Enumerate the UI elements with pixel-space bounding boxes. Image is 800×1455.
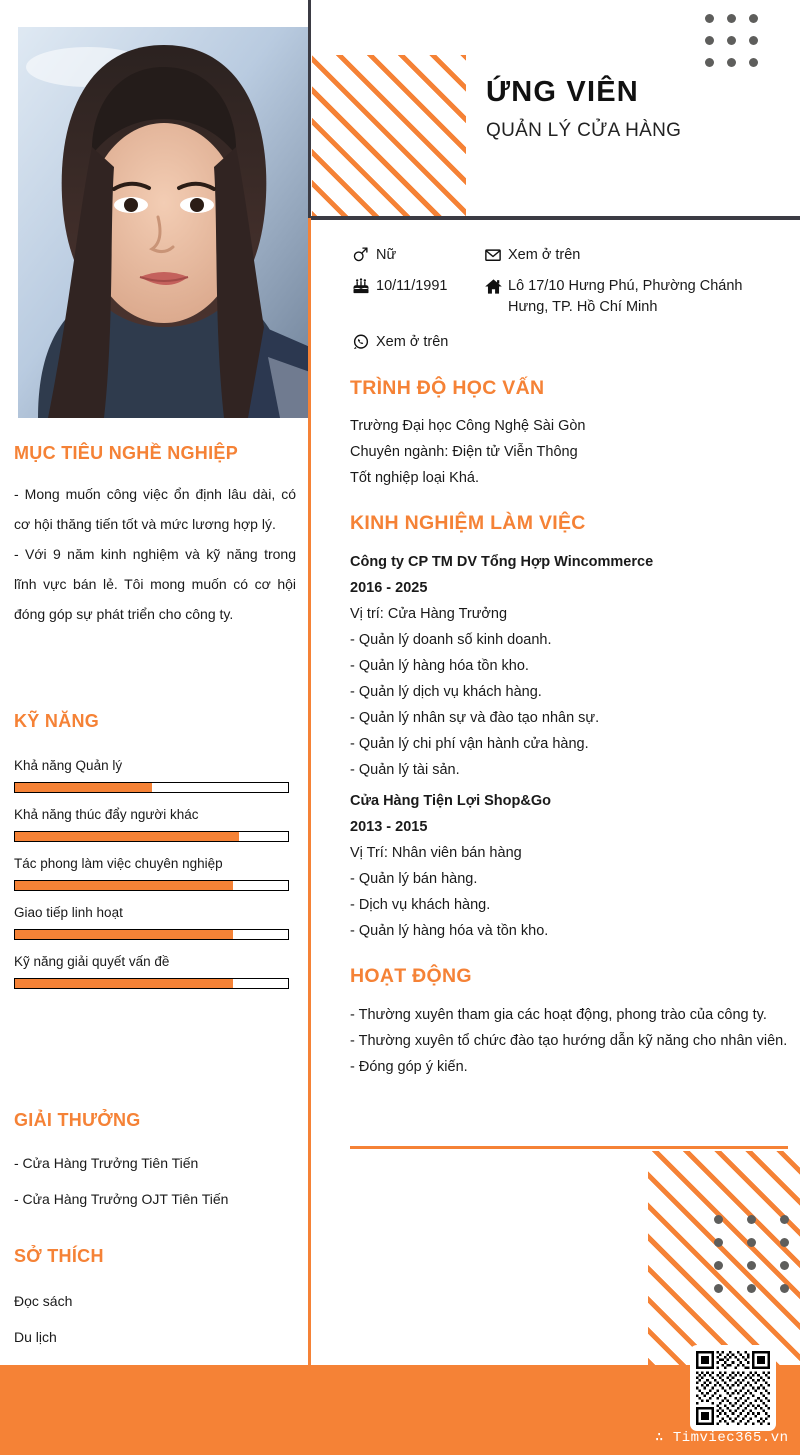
job-duty: - Quản lý bán hàng. xyxy=(350,871,478,887)
dot xyxy=(780,1284,789,1293)
job-duty: - Quản lý doanh số kinh doanh. xyxy=(350,632,552,648)
experience-job xyxy=(350,549,788,783)
objective-paragraph: - Với 9 năm kinh nghiệm và kỹ năng trong lĩnh vực bán lẻ. Tôi mong muốn có cơ hội đóng góp sự phát triển cho công ty. xyxy=(14,546,296,622)
experience-title: KINH NGHIỆM LÀM VIỆC xyxy=(350,512,586,534)
interest-item: Đọc sách xyxy=(14,1293,73,1309)
education-section xyxy=(350,377,788,491)
cake-icon xyxy=(352,276,376,295)
skills-section xyxy=(14,711,296,1003)
award-item: - Cửa Hàng Trưởng OJT Tiên Tiến xyxy=(14,1191,229,1207)
education-line: Chuyên ngành: Điện tử Viễn Thông xyxy=(350,444,578,460)
job-duty: - Quản lý tài sản. xyxy=(350,762,460,778)
award-item: - Cửa Hàng Trưởng Tiên Tiến xyxy=(14,1155,199,1171)
skill-label: Kỹ năng giải quyết vấn đề xyxy=(14,954,170,969)
dot xyxy=(714,1261,723,1270)
experience-section xyxy=(350,512,788,944)
contact-row xyxy=(352,245,782,266)
address-value: Lô 17/10 Hưng Phú, Phường Chánh Hưng, TP. Hồ Chí Minh xyxy=(508,278,743,316)
dot xyxy=(747,1261,756,1270)
skill-bar-fill xyxy=(15,979,233,988)
education-title: TRÌNH ĐỘ HỌC VẤN xyxy=(350,377,545,399)
dot xyxy=(749,36,758,45)
job-duty: - Quản lý hàng hóa và tồn kho. xyxy=(350,923,549,939)
job-position: Vị Trí: Nhân viên bán hàng xyxy=(350,845,522,861)
contact-row xyxy=(352,332,782,353)
contact-spacer xyxy=(484,332,782,353)
candidate-photo xyxy=(18,27,310,418)
dot xyxy=(747,1284,756,1293)
header-divider xyxy=(311,216,800,220)
education-line: Tốt nghiệp loại Khá. xyxy=(350,470,479,486)
objective-section xyxy=(14,443,296,629)
envelope-icon xyxy=(484,245,508,264)
job-company: Cửa Hàng Tiện Lợi Shop&Go xyxy=(350,793,551,809)
skills-title: KỸ NĂNG xyxy=(14,711,100,731)
page-subtitle: QUẢN LÝ CỬA HÀNG xyxy=(486,120,682,141)
skill-bar xyxy=(14,831,289,842)
dot xyxy=(780,1261,789,1270)
dot xyxy=(727,36,736,45)
skill-item xyxy=(14,758,296,793)
skill-bar xyxy=(14,929,289,940)
activity-line: - Đóng góp ý kiến. xyxy=(350,1059,468,1075)
skill-item xyxy=(14,954,296,989)
qr-code-icon[interactable] xyxy=(690,1345,776,1431)
gender-icon xyxy=(352,245,376,263)
skill-bar-fill xyxy=(15,783,152,792)
skill-label: Tác phong làm việc chuyên nghiệp xyxy=(14,856,223,871)
dot xyxy=(727,58,736,67)
dot xyxy=(705,36,714,45)
activities-title: HOẠT ĐỘNG xyxy=(350,965,472,987)
dot xyxy=(749,14,758,23)
dot xyxy=(714,1284,723,1293)
gender-value: Nữ xyxy=(376,247,397,263)
skill-label: Giao tiếp linh hoạt xyxy=(14,905,123,920)
page-title: ỨNG VIÊN xyxy=(486,76,639,108)
skill-bar-fill xyxy=(15,930,233,939)
dot xyxy=(780,1215,789,1224)
skill-bar-fill xyxy=(15,881,233,890)
skill-item xyxy=(14,807,296,842)
job-period: 2016 - 2025 xyxy=(350,580,428,596)
birthday-value: 10/11/1991 xyxy=(376,278,448,295)
awards-section xyxy=(14,1110,296,1211)
skill-bar-fill xyxy=(15,832,239,841)
skill-item xyxy=(14,905,296,940)
contact-row xyxy=(352,276,782,318)
contact-address xyxy=(484,276,782,318)
interest-item: Du lịch xyxy=(14,1329,57,1345)
skill-bar xyxy=(14,978,289,989)
awards-title: GIẢI THƯỞNG xyxy=(14,1110,141,1130)
header-stripe-decoration xyxy=(312,55,466,218)
activity-line: - Thường xuyên tổ chức đào tạo hướng dẫn kỹ năng cho nhân viên. xyxy=(350,1033,788,1049)
skill-bar xyxy=(14,782,289,793)
top-right-dot-grid xyxy=(705,14,758,67)
dot xyxy=(780,1238,789,1247)
phone-icon xyxy=(352,332,376,351)
email-value: Xem ở trên xyxy=(508,247,581,263)
contact-block xyxy=(352,245,782,363)
job-duty: - Quản lý chi phí vận hành cửa hàng. xyxy=(350,736,589,752)
skill-item xyxy=(14,856,296,891)
dot xyxy=(747,1215,756,1224)
objective-title: MỤC TIÊU NGHỀ NGHIỆP xyxy=(14,443,239,463)
activities-divider xyxy=(350,1146,788,1149)
job-company: Công ty CP TM DV Tổng Hợp Wincommerce xyxy=(350,554,654,570)
dot xyxy=(714,1238,723,1247)
education-line: Trường Đại học Công Nghệ Sài Gòn xyxy=(350,418,586,434)
dot xyxy=(727,14,736,23)
job-duty: - Dịch vụ khách hàng. xyxy=(350,897,491,913)
job-period: 2013 - 2015 xyxy=(350,819,428,835)
job-position: Vị trí: Cửa Hàng Trưởng xyxy=(350,606,508,622)
interests-section xyxy=(14,1246,296,1349)
home-icon xyxy=(484,276,508,296)
bottom-right-dot-grid xyxy=(714,1215,789,1293)
contact-email xyxy=(484,245,782,266)
dot xyxy=(749,58,758,67)
skill-label: Khả năng thúc đẩy người khác xyxy=(14,807,199,822)
skill-bar xyxy=(14,880,289,891)
dot xyxy=(747,1238,756,1247)
brand-watermark: ∴ Timviec365.vn xyxy=(655,1430,789,1446)
job-duty: - Quản lý dịch vụ khách hàng. xyxy=(350,684,542,700)
activity-line: - Thường xuyên tham gia các hoạt động, phong trào của công ty. xyxy=(350,1007,767,1023)
objective-paragraph: - Mong muốn công việc ổn định lâu dài, có cơ hội thăng tiến tốt và mức lương hợp lý. xyxy=(14,486,296,532)
contact-phone xyxy=(352,332,484,353)
activities-section xyxy=(350,965,788,1080)
experience-job xyxy=(350,788,788,944)
dot xyxy=(714,1215,723,1224)
dot xyxy=(705,14,714,23)
column-divider-header xyxy=(308,0,311,218)
job-duty: - Quản lý hàng hóa tồn kho. xyxy=(350,658,529,674)
dot xyxy=(705,58,714,67)
job-duty: - Quản lý nhân sự và đào tạo nhân sự. xyxy=(350,710,600,726)
contact-gender xyxy=(352,245,484,266)
skill-label: Khả năng Quản lý xyxy=(14,758,123,773)
contact-birthday xyxy=(352,276,484,318)
phone-value: Xem ở trên xyxy=(376,334,449,351)
interests-title: SỞ THÍCH xyxy=(14,1246,104,1266)
